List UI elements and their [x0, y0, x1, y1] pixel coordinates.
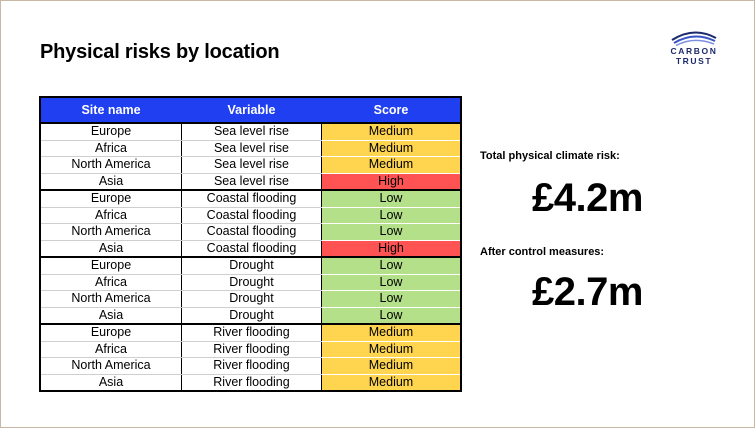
variable-cell: Coastal flooding: [182, 224, 322, 241]
variable-cell: River flooding: [182, 341, 322, 358]
table-row: [40, 274, 461, 291]
table-row: [40, 207, 461, 224]
variable-cell: Drought: [182, 291, 322, 308]
site-cell: North America: [40, 224, 182, 241]
table-row: [40, 224, 461, 241]
score-cell: Medium: [322, 140, 462, 157]
variable-cell: Drought: [182, 307, 322, 324]
site-cell: Asia: [40, 173, 182, 190]
site-cell: Europe: [40, 123, 182, 140]
score-cell: Medium: [322, 157, 462, 174]
site-cell: Africa: [40, 140, 182, 157]
table-row: [40, 374, 461, 391]
score-cell: Medium: [322, 123, 462, 140]
variable-cell: Coastal flooding: [182, 240, 322, 257]
variable-cell: Drought: [182, 274, 322, 291]
risk-table: [39, 96, 462, 392]
score-cell: Low: [322, 257, 462, 274]
risk-table-body: [40, 123, 461, 391]
table-row: [40, 240, 461, 257]
table-row: [40, 291, 461, 308]
variable-cell: Sea level rise: [182, 123, 322, 140]
variable-cell: Sea level rise: [182, 173, 322, 190]
table-row: [40, 140, 461, 157]
after-controls-label: After control measures:: [480, 246, 605, 258]
site-cell: Asia: [40, 307, 182, 324]
site-cell: Africa: [40, 207, 182, 224]
total-risk-value: £4.2m: [532, 176, 643, 220]
site-cell: Africa: [40, 341, 182, 358]
score-cell: Low: [322, 224, 462, 241]
score-cell: Low: [322, 291, 462, 308]
table-row: [40, 324, 461, 341]
variable-cell: River flooding: [182, 374, 322, 391]
score-cell: Low: [322, 307, 462, 324]
table-row: [40, 157, 461, 174]
score-cell: High: [322, 240, 462, 257]
variable-cell: River flooding: [182, 358, 322, 375]
score-cell: Low: [322, 274, 462, 291]
site-cell: Europe: [40, 257, 182, 274]
site-cell: Asia: [40, 240, 182, 257]
site-cell: Africa: [40, 274, 182, 291]
table-row: [40, 173, 461, 190]
col-header-site: Site name: [40, 97, 182, 123]
site-cell: North America: [40, 358, 182, 375]
table-row: [40, 123, 461, 140]
logo-arcs-icon: [670, 28, 718, 46]
variable-cell: Sea level rise: [182, 157, 322, 174]
score-cell: Medium: [322, 358, 462, 375]
total-risk-label: Total physical climate risk:: [480, 150, 620, 162]
site-cell: North America: [40, 157, 182, 174]
table-row: [40, 257, 461, 274]
logo-text-trust: TRUST: [675, 56, 713, 66]
variable-cell: Coastal flooding: [182, 190, 322, 207]
score-cell: Medium: [322, 341, 462, 358]
table-row: [40, 190, 461, 207]
after-controls-value: £2.7m: [532, 270, 643, 314]
score-cell: Medium: [322, 324, 462, 341]
col-header-variable: Variable: [182, 97, 322, 123]
logo-text-carbon: CARBON: [670, 46, 718, 56]
score-cell: Low: [322, 190, 462, 207]
table-row: [40, 307, 461, 324]
score-cell: Medium: [322, 374, 462, 391]
site-cell: Europe: [40, 324, 182, 341]
site-cell: Asia: [40, 374, 182, 391]
carbon-trust-logo: [664, 28, 724, 70]
variable-cell: Drought: [182, 257, 322, 274]
variable-cell: Sea level rise: [182, 140, 322, 157]
site-cell: Europe: [40, 190, 182, 207]
page-title: Physical risks by location: [40, 41, 280, 63]
score-cell: High: [322, 173, 462, 190]
col-header-score: Score: [322, 97, 462, 123]
score-cell: Low: [322, 207, 462, 224]
table-row: [40, 358, 461, 375]
site-cell: North America: [40, 291, 182, 308]
variable-cell: River flooding: [182, 324, 322, 341]
variable-cell: Coastal flooding: [182, 207, 322, 224]
table-header-row: [40, 97, 461, 123]
table-row: [40, 341, 461, 358]
